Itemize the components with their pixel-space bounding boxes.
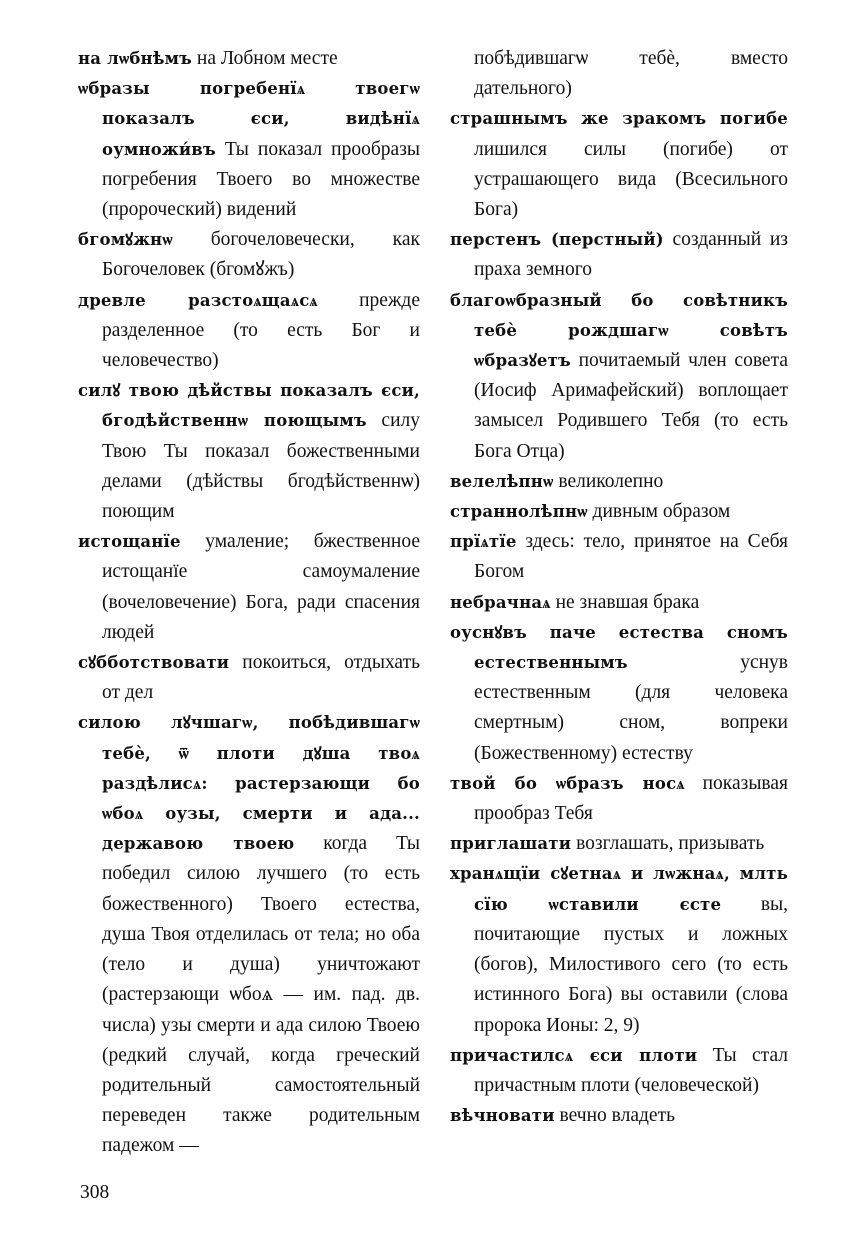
entry-definition: не знавшая брака — [550, 591, 700, 613]
entry-definition: великолепно — [553, 470, 664, 492]
left-column — [78, 44, 420, 1162]
entry-term: ѡбразы погребенїѧ твоегѡ показалъ єси, видѣнїѧ оумножи́въ — [78, 79, 420, 159]
glossary-entry — [450, 104, 788, 225]
glossary-entry — [450, 618, 788, 769]
entry-term: приглашати — [450, 834, 572, 854]
entry-term: благоѡбразный бо совѣтникъ тебѐ рождшагѡ совѣтъ ѡбразꙋетъ — [450, 290, 788, 371]
entry-definition: вечно владеть — [554, 1105, 675, 1127]
glossary-entry — [450, 1101, 788, 1131]
entry-definition: возглашать, призывать — [571, 833, 765, 855]
entry-definition: уснув естественным (для человека смертным) сном, вопреки (Божественному) естеству — [474, 652, 788, 764]
glossary-entry — [450, 769, 788, 829]
glossary-entry — [450, 225, 788, 285]
entry-definition: силу Твою Ты показал божественными делами (дѣйствы бгодѣйственнѡ) поющим — [102, 410, 420, 523]
glossary-entry — [78, 74, 420, 225]
entry-definition: когда Ты победил силою лучшего (то есть божественного) Твоего естества, душа Твоя отделилась от тела; но оба (тело и душа) уничтожают (растерзающи ѡбоѧ — им. пад. дв. числа) узы смерти и ада силою Твоею (редкий случай, когда греческий родительный самостоятельный переведен также родительным падежом — — [102, 833, 420, 1157]
entry-term: велелѣпнѡ — [450, 471, 554, 491]
glossary-entry — [78, 44, 420, 74]
glossary-entry — [78, 225, 420, 285]
entry-definition: умаление; бжественное истощанїе самоумаление (вочеловечение) Бога, ради спасения людей — [102, 531, 420, 643]
entry-term: на лѡбнѣмъ — [78, 49, 193, 68]
glossary-entry — [78, 376, 420, 527]
entry-definition: лишился силы (погибе) от устрашающего вида (Всесильного Бога) — [474, 138, 788, 221]
entry-term: страннолѣпнѡ — [450, 502, 588, 522]
page-number: 308 — [80, 1182, 110, 1203]
glossary-entry — [450, 829, 788, 859]
entry-term: причастилсѧ єси плоти — [450, 1045, 698, 1065]
glossary-entry — [450, 527, 788, 587]
glossary-entry — [450, 859, 788, 1040]
glossary-entry — [450, 286, 788, 467]
entry-term: истощанїе — [78, 532, 181, 552]
glossary-entry — [78, 527, 420, 648]
entry-term: сꙋбботствовати — [78, 653, 230, 673]
glossary-entry — [450, 1041, 788, 1101]
entry-definition: побѣдившагѡ тебѐ, вместо дательного) — [474, 48, 788, 100]
entry-term: страшнымъ же зракомъ погибе — [450, 109, 788, 129]
entry-definition: здесь: тело, принятое на Себя Богом — [474, 531, 788, 583]
entry-definition: Ты стал причастным плоти (человеческой) — [474, 1044, 788, 1096]
entry-definition: дивным образом — [587, 501, 731, 523]
entry-term: бгомꙋжнѡ — [78, 230, 173, 250]
entry-term: твой бо ѡбразъ носѧ — [450, 773, 685, 793]
entry-definition: созданный из праха земного — [474, 229, 788, 281]
entry-definition: показывая прообраз Тебя — [474, 772, 789, 825]
entry-definition: на Лобном месте — [192, 48, 338, 69]
entry-definition: почитаемый член совета (Иосиф Аримафейский) воплощает замысел Родившего Тебя (то есть Бога Отца) — [474, 350, 788, 462]
glossary-entry — [450, 44, 788, 104]
entry-term: силꙋ твою дѣйствы показалъ єси, бгодѣйственнѡ поющымъ — [78, 381, 420, 431]
entry-term: оуснꙋвъ паче естества сномъ естественнымъ — [450, 622, 788, 673]
glossary-entry — [78, 286, 420, 377]
entry-definition: богочеловечески, как Богочеловек (бгомꙋжъ) — [102, 229, 420, 281]
glossary-entry — [450, 467, 788, 497]
entry-definition: покоиться, отдыхать от дел — [102, 652, 420, 704]
entry-term: небрачнаѧ — [450, 592, 551, 612]
entry-term: хранѧщїи сꙋетнаѧ и лѡжнаѧ, млть сїю ѡставили єсте — [450, 864, 788, 914]
entry-term: перстенъ (перстный) — [450, 230, 664, 250]
entry-term: прїѧтїе — [450, 532, 517, 552]
glossary-entry — [450, 497, 788, 527]
glossary-entry — [78, 708, 420, 1161]
right-column — [450, 44, 788, 1131]
entry-term: вѣчновати — [450, 1106, 555, 1126]
entry-term: силою лꙋчшагѡ, побѣдившагѡ тебѐ, ѿ плоти дꙋша твоѧ раздѣлисѧ: растерзающи бо ѡбоѧ оузы, смерти и ада... державою твоею — [78, 713, 420, 854]
glossary-entry — [78, 648, 420, 708]
entry-definition: вы, почитающие пустых и ложных (богов), Милостивого сего (то есть истинного Бога) вы оставили (слова пророка Ионы: 2, 9) — [474, 893, 788, 1036]
entry-definition: Ты показал прообразы погребения Твоего во множестве (пророческий) видений — [102, 138, 420, 221]
entry-definition: прежде разделенное (то есть Бог и человечество) — [102, 289, 420, 372]
glossary-entry — [450, 588, 788, 618]
entry-term: древле разстоѧщаѧсѧ — [78, 290, 318, 310]
